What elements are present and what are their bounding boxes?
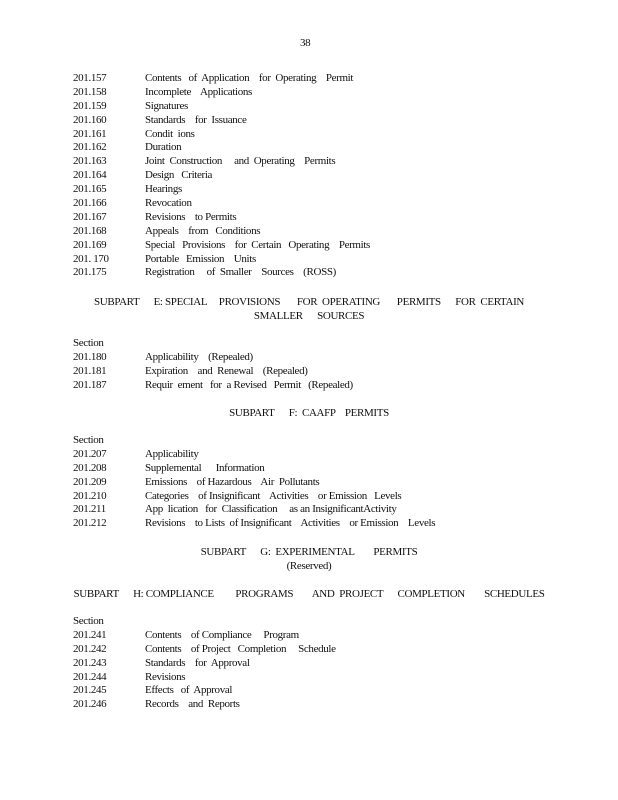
section-number: 201.245 [73, 684, 107, 697]
section-number: 201.211 [73, 503, 106, 516]
toc-entry [73, 114, 543, 128]
section-title: Requir ement for a Revised Permit (Repealed) [145, 378, 353, 391]
toc-entry [73, 379, 543, 393]
section-title: Revocation [145, 197, 192, 210]
section-title: Design Criteria [145, 169, 213, 182]
section-number: 201.161 [73, 127, 107, 140]
section-title: Duration [145, 141, 182, 154]
section-number: 201.159 [73, 99, 107, 112]
toc-entry [73, 476, 543, 490]
section-number: 201.167 [73, 210, 107, 223]
section-title: Contents of Application for Operating Permit [145, 72, 354, 84]
section-title: Hearings [145, 183, 182, 196]
toc-entry [73, 211, 543, 225]
section-label: Section [73, 337, 104, 349]
section-number: 201.169 [73, 238, 107, 251]
toc-entry [73, 643, 543, 657]
toc-group-subpart-d [73, 72, 543, 280]
subpart-f-heading: SUBPART F: CAAFP PERMITS [229, 407, 389, 419]
subpart-g-heading: SUBPART G: EXPERIMENTAL PERMITS [200, 546, 418, 558]
toc-entry [73, 517, 543, 531]
toc-entry [73, 684, 543, 698]
toc-entry [73, 86, 543, 100]
section-number: 201.207 [73, 447, 107, 460]
section-title: Standards for Approval [145, 656, 250, 669]
section-title: Emissions of Hazardous Air Pollutants [145, 475, 320, 488]
toc-entry [73, 490, 543, 504]
section-number: 201.180 [73, 350, 107, 363]
section-title: Signatures [145, 99, 188, 112]
subpart-g-reserved: (Reserved) [286, 560, 332, 572]
toc-entry [73, 351, 543, 365]
toc-entry [73, 657, 543, 671]
section-number: 201.241 [73, 628, 107, 641]
section-number: 201. 170 [73, 252, 109, 265]
section-title: Contents of Project Completion Schedule [145, 642, 336, 655]
section-title: Effects of Approval [145, 684, 233, 697]
toc-entry [73, 503, 543, 517]
section-title: Contents of Compliance Program [145, 628, 299, 641]
section-number: 201.242 [73, 642, 107, 655]
section-number: 201.166 [73, 197, 107, 210]
section-title: App lication for Classification as an InsignificantActivity [145, 503, 397, 516]
section-number: 201.244 [73, 670, 107, 683]
toc-entry [73, 225, 543, 239]
toc-entry [73, 448, 543, 462]
section-number: 201.157 [73, 72, 107, 84]
toc-entry [73, 183, 543, 197]
toc-entry [73, 128, 543, 142]
section-title: Expiration and Renewal (Repealed) [145, 364, 308, 377]
toc-entry [73, 197, 543, 211]
section-number: 201.243 [73, 656, 107, 669]
section-number: 201.158 [73, 85, 107, 98]
toc-entry [73, 365, 543, 379]
section-title: Categories of Insignificant Activities or Emission Levels [145, 489, 402, 502]
section-number: 201.164 [73, 169, 107, 182]
section-number: 201.209 [73, 475, 107, 488]
section-number: 201.162 [73, 141, 107, 154]
section-number: 201.246 [73, 698, 107, 711]
section-number: 201.165 [73, 183, 107, 196]
section-number: 201.168 [73, 224, 107, 237]
section-number: 201.181 [73, 364, 107, 377]
section-title: Revisions to Permits [145, 210, 237, 223]
section-title: Applicability [145, 447, 199, 460]
section-title: Records and Reports [145, 698, 240, 711]
toc-entry [73, 462, 543, 476]
section-number: 201.208 [73, 461, 107, 474]
section-title: Registration of Smaller Sources (ROSS) [145, 266, 336, 279]
section-number: 201.175 [73, 266, 107, 279]
section-title: Special Provisions for Certain Operating Permits [145, 238, 370, 251]
toc-entry [73, 239, 543, 253]
section-title: Revisions [145, 670, 186, 683]
toc-entry [73, 141, 543, 155]
toc-group-subpart-f [73, 434, 543, 531]
section-title: Appeals from Conditions [145, 224, 261, 237]
toc-group-subpart-e [73, 337, 543, 393]
section-title: Portable Emission Units [145, 252, 256, 265]
section-label: Section [73, 434, 104, 446]
toc-entry [73, 698, 543, 712]
section-title: Revisions to Lists of Insignificant Activities or Emission Levels [145, 517, 436, 530]
section-number: 201.187 [73, 378, 107, 391]
toc-entry [73, 155, 543, 169]
toc-entry [73, 100, 543, 114]
section-title: Standards for Issuance [145, 113, 247, 126]
subpart-e-heading: SUBPART E: SPECIAL PROVISIONS FOR OPERATING PERMITS FOR CERTAIN [93, 296, 525, 308]
toc-entry [73, 169, 543, 183]
section-title: Applicability (Repealed) [145, 350, 253, 363]
section-number: 201.163 [73, 155, 107, 168]
section-number: 201.212 [73, 517, 107, 530]
toc-entry [73, 72, 543, 86]
section-title: Condit ions [145, 127, 195, 140]
section-title: Joint Construction and Operating Permits [145, 155, 336, 168]
section-title: Supplemental Information [145, 461, 265, 474]
toc-entry [73, 266, 543, 280]
page-number: 38 [300, 37, 311, 49]
section-label: Section [73, 615, 104, 627]
section-title: Incomplete Applications [145, 85, 252, 98]
subpart-h-heading: SUBPART H: COMPLIANCE PROGRAMS AND PROJECT COMPLETION SCHEDULES [73, 588, 545, 600]
section-number: 201.210 [73, 489, 107, 502]
section-number: 201.160 [73, 113, 107, 126]
subpart-e-heading-line2: SMALLER SOURCES [253, 310, 365, 322]
toc-entry [73, 629, 543, 643]
toc-group-subpart-h [73, 615, 543, 712]
toc-entry [73, 671, 543, 685]
toc-entry [73, 253, 543, 267]
